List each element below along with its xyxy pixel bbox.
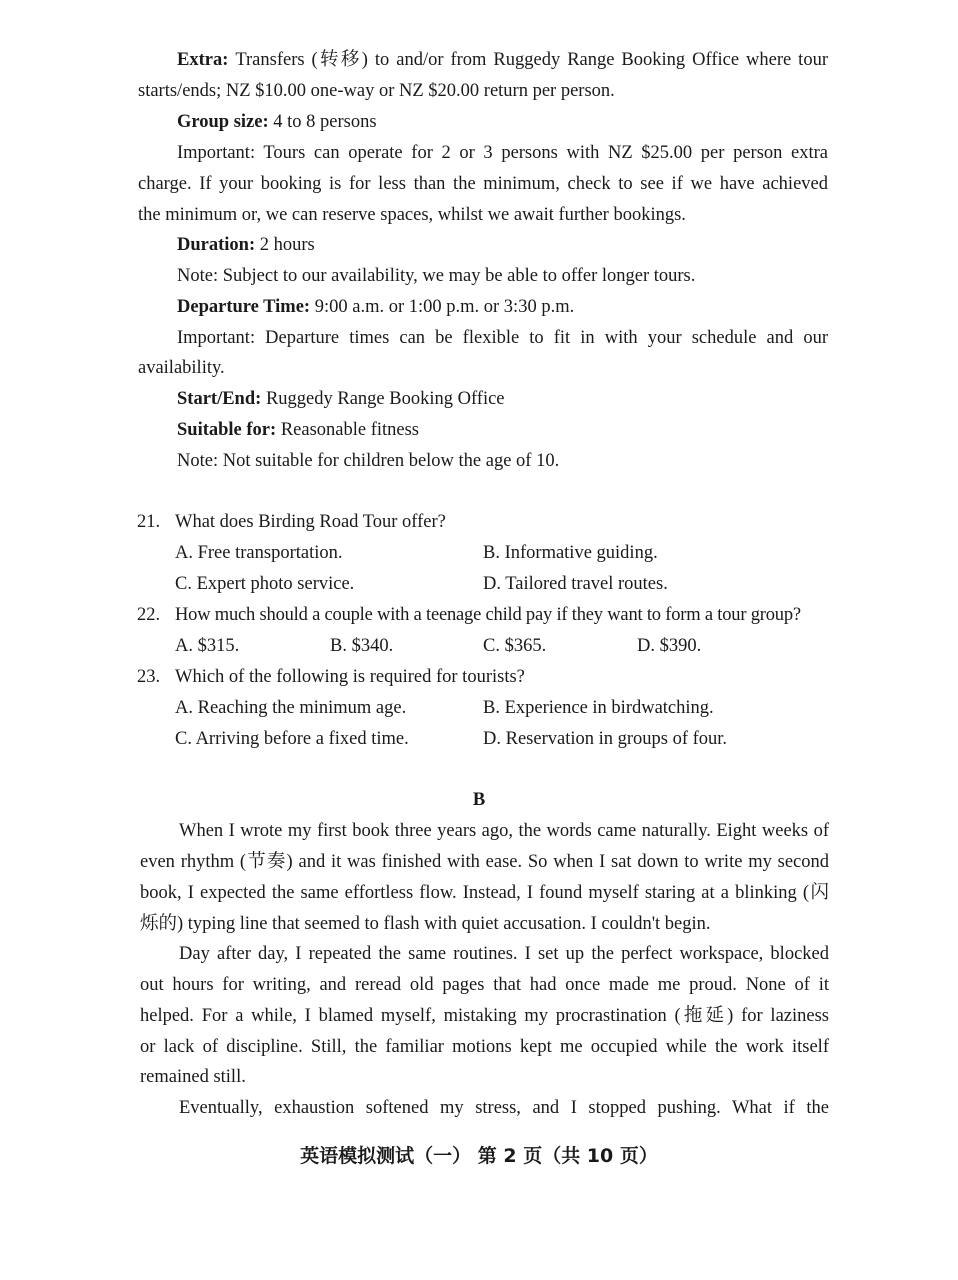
suitable-label: Suitable for [177, 420, 271, 440]
important-1-line-2: charge. If your booking is for less than the minimum, check to see if we have achieved [138, 174, 828, 194]
important-1-line-1: Important: Tours can operate for 2 or 3 persons with NZ $25.00 per person extra [177, 143, 828, 163]
passage-line: When I wrote my first book three years ago, the words came naturally. Eight weeks of [179, 821, 829, 841]
passage-line: out hours for writing, and reread old pages that had once made me proud. None of it [140, 975, 829, 995]
passage-line: helped. For a while, I blamed myself, mistaking my procrastination (拖延) for laziness [140, 1006, 829, 1026]
note-2: Note: Not suitable for children below the age of 10. [177, 451, 560, 471]
departure-line: Departure Time: 9:00 a.m. or 1:00 p.m. or 3:30 p.m. [177, 297, 575, 317]
passage-line: 烁的) typing line that seemed to flash with quiet accusation. I couldn't begin. [140, 914, 711, 934]
q23-option-c: C. Arriving before a fixed time. [175, 729, 409, 749]
q22-option-b: B. $340. [330, 636, 394, 656]
suitable-line: Suitable for: Reasonable fitness [177, 420, 420, 440]
extra-text-2: starts/ends; NZ $10.00 one-way or NZ $20.00 return per person. [138, 81, 615, 101]
extra-text-1: Transfers (转移) to and/or from Ruggedy Range Booking Office where tour [235, 50, 828, 70]
question-number: 23. [137, 667, 161, 687]
group-size-label: Group size [177, 112, 263, 132]
important-2-line-2: availability. [138, 358, 225, 378]
passage-line: or lack of discipline. Still, the familiar motions kept me occupied while the work itself [140, 1037, 829, 1057]
note-1: Note: Subject to our availability, we may be able to offer longer tours. [177, 266, 696, 286]
question-22 [137, 603, 829, 627]
question-text: Which of the following is required for tourists? [175, 667, 525, 687]
departure-label: Departure Time [177, 297, 304, 317]
suitable-text: Reasonable fitness [280, 420, 420, 440]
extra-label: Extra [177, 50, 223, 70]
section-b-title: B [472, 790, 486, 810]
passage-line: even rhythm (节奏) and it was finished with ease. So when I sat down to write my second [140, 852, 829, 872]
q21-option-a: A. Free transportation. [175, 543, 343, 563]
q21-option-b: B. Informative guiding. [483, 543, 658, 563]
start-end-label: Start/End [177, 389, 256, 409]
q23-option-d: D. Reservation in groups of four. [483, 729, 728, 749]
question-text: How much should a couple with a teenage child pay if they want to form a tour group? [175, 605, 801, 625]
question-text: What does Birding Road Tour offer? [175, 512, 446, 532]
question-number: 21. [137, 512, 161, 532]
important-2-line-1: Important: Departure times can be flexible to fit in with your schedule and our [177, 328, 828, 348]
departure-text: 9:00 a.m. or 1:00 p.m. or 3:30 p.m. [314, 297, 575, 317]
question-number: 22. [137, 605, 161, 625]
group-size-text: 4 to 8 persons [273, 112, 377, 132]
start-end-line: Start/End: Ruggedy Range Booking Office [177, 389, 505, 409]
q21-option-c: C. Expert photo service. [175, 574, 355, 594]
passage-line: Day after day, I repeated the same routines. I set up the perfect workspace, blocked [179, 944, 829, 964]
q22-option-d: D. $390. [637, 636, 702, 656]
question-23 [137, 665, 827, 689]
duration-line: Duration: 2 hours [177, 235, 315, 255]
important-1-line-3: the minimum or, we can reserve spaces, whilst we await further bookings. [138, 205, 686, 225]
start-end-text: Ruggedy Range Booking Office [265, 389, 505, 409]
passage-line: remained still. [140, 1067, 246, 1087]
page-footer: 英语模拟测试（一） 第 2 页（共 10 页） [300, 1145, 658, 1167]
passage-line: book, I expected the same effortless flow. Instead, I found myself staring at a blinking (闪 [140, 883, 829, 903]
passage-line: Eventually, exhaustion softened my stress, and I stopped pushing. What if the [179, 1098, 829, 1118]
duration-label: Duration [177, 235, 249, 255]
q22-option-c: C. $365. [483, 636, 547, 656]
duration-text: 2 hours [259, 235, 315, 255]
group-size-line: Group size: 4 to 8 persons [177, 112, 377, 132]
q21-option-d: D. Tailored travel routes. [483, 574, 668, 594]
extra-line-1: Extra: Transfers (转移) to and/or from Ruggedy Range Booking Office where tour [177, 50, 828, 70]
q22-option-a: A. $315. [175, 636, 240, 656]
q23-option-b: B. Experience in birdwatching. [483, 698, 714, 718]
question-21 [137, 510, 827, 534]
q23-option-a: A. Reaching the minimum age. [175, 698, 407, 718]
